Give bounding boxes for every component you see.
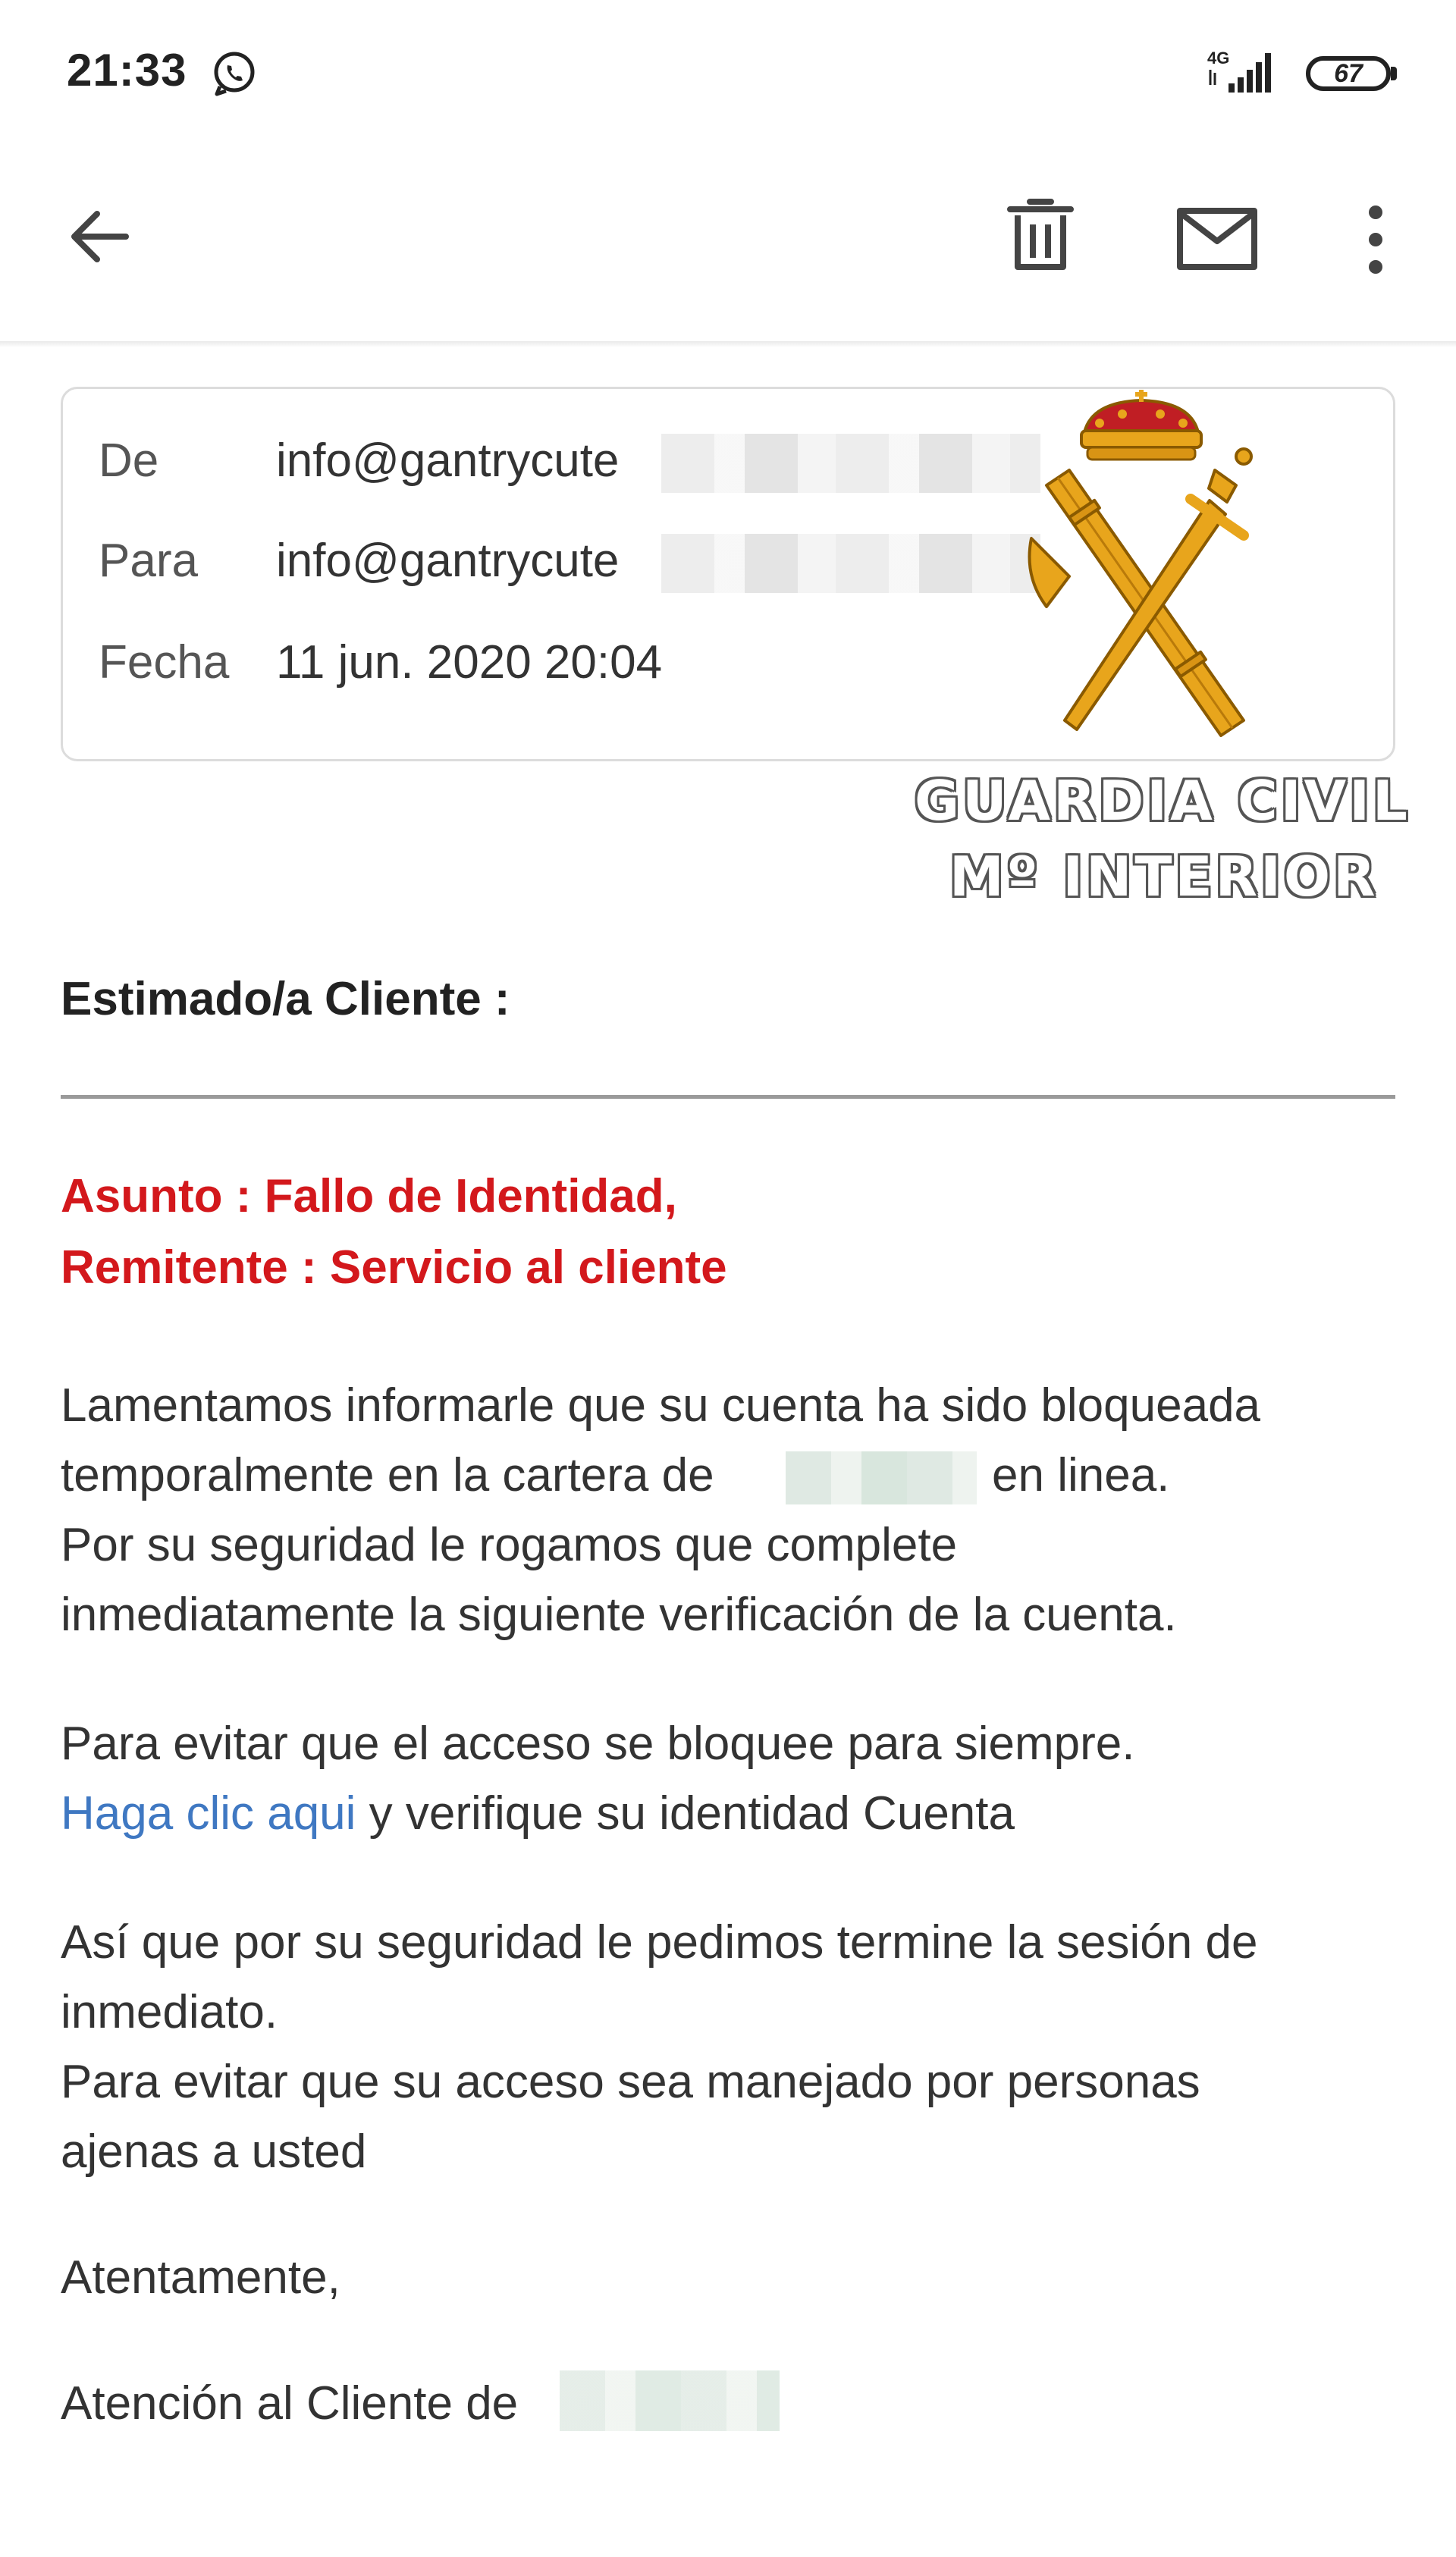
logo-line-2: Mº INTERIOR <box>949 845 1379 908</box>
body-line: Para evitar que el acceso se bloquee para siempre. <box>61 1718 1135 1770</box>
closing: Atentamente, <box>61 2251 340 2304</box>
body-line: en linea. <box>992 1449 1170 1501</box>
body-line: inmediatamente la siguiente verificación de la cuenta. <box>61 1589 1177 1641</box>
signature-redaction <box>560 2370 780 2431</box>
body-line: Para evitar que su acceso sea manejado por personas <box>61 2056 1200 2108</box>
to-label: Para <box>99 535 198 587</box>
from-address-redaction <box>661 434 1040 493</box>
bank-name-redaction <box>786 1451 977 1504</box>
signature: Atención al Cliente de <box>61 2377 519 2430</box>
body-line: temporalmente en la cartera de <box>61 1449 714 1501</box>
status-time: 21:33 <box>67 45 187 96</box>
from-label: De <box>99 435 159 487</box>
horizontal-rule <box>61 1095 1395 1099</box>
sender-line: Remitente : Servicio al cliente <box>61 1241 727 1294</box>
body-line: Por su seguridad le rogamos que complete <box>61 1519 958 1571</box>
body-line: inmediato. <box>61 1986 278 2038</box>
body-line: Lamentamos informarle que su cuenta ha sido bloqueada <box>61 1379 1261 1432</box>
toolbar-divider <box>0 341 1456 347</box>
battery-level: 67 <box>1334 59 1363 88</box>
body-line: Así que por su seguridad le pedimos termine la sesión de <box>61 1916 1258 1969</box>
network-type: 4G <box>1207 49 1230 67</box>
to-address-redaction <box>661 534 1040 593</box>
whatsapp-icon <box>209 49 259 99</box>
body-line: ajenas a usted <box>61 2126 367 2178</box>
greeting: Estimado/a Cliente : <box>61 973 510 1025</box>
to-address[interactable]: info@gantrycute <box>276 535 620 587</box>
date-value: 11 jun. 2020 20:04 <box>276 636 663 689</box>
logo-line-1: GUARDIA CIVIL <box>915 769 1410 833</box>
body-line <box>61 1787 1015 1840</box>
verify-link[interactable]: Haga clic aqui <box>61 1787 356 1840</box>
subject-line: Asunto : Fallo de Identidad, <box>61 1170 677 1222</box>
more-vert-icon[interactable] <box>1354 203 1397 276</box>
battery-cap <box>1391 67 1397 80</box>
from-address[interactable]: info@gantrycute <box>276 435 620 487</box>
date-label: Fecha <box>99 636 230 689</box>
trash-icon[interactable] <box>1006 199 1075 275</box>
crown-icon <box>1081 390 1201 460</box>
link-trailing-text: y verifique su identidad Cuenta <box>356 1787 1015 1840</box>
signal-icon <box>1206 45 1286 99</box>
mail-icon[interactable] <box>1175 205 1259 273</box>
back-arrow-icon[interactable] <box>65 202 135 271</box>
guardia-civil-emblem-icon <box>1016 387 1266 758</box>
